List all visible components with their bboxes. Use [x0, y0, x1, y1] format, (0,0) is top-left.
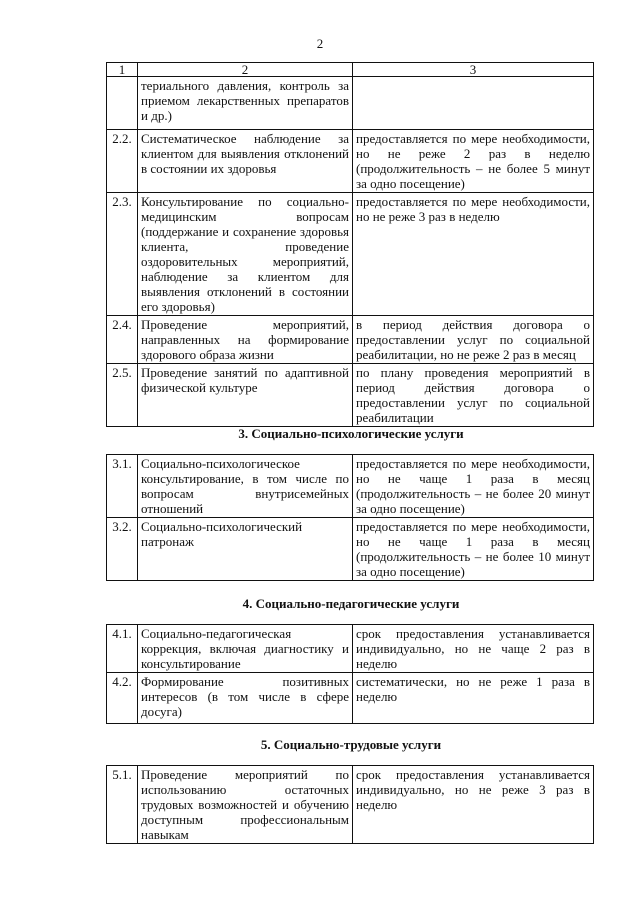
- service-name: Социально-психологическое консультирование, в том числе по вопросам внутрисемейных отношений: [138, 455, 353, 518]
- table-row: [107, 766, 594, 844]
- page-number: 2: [316, 36, 324, 51]
- service-terms: срок предоставления устанавливается индивидуально, но не чаще 2 раз в неделю: [353, 625, 594, 673]
- services-table-section-5: [106, 765, 594, 844]
- table-row: [107, 673, 594, 724]
- service-terms: срок предоставления устанавливается индивидуально, но не реже 3 раз в неделю: [353, 766, 594, 844]
- row-number: 4.2.: [107, 673, 138, 724]
- header-col-2: 2: [138, 63, 353, 77]
- service-terms: по плану проведения мероприятий в период действия договора о предоставлении услуг по социальной реабилитации: [353, 364, 594, 427]
- row-number: 3.1.: [107, 455, 138, 518]
- service-terms: предоставляется по мере необходимости, но не чаще 1 раза в месяц (продолжительность – не более 20 минут за одно посещение): [353, 455, 594, 518]
- row-number: 2.2.: [107, 130, 138, 193]
- table-row: [107, 625, 594, 673]
- service-name: Проведение мероприятий по использованию остаточных трудовых возможностей и обучению доступным профессиональным навыкам: [138, 766, 353, 844]
- table-header-row: [107, 63, 594, 77]
- service-name: Проведение мероприятий, направленных на формирование здорового образа жизни: [138, 316, 353, 364]
- service-terms: [353, 77, 594, 130]
- row-number: [107, 77, 138, 130]
- section-3-title: 3. Социально-психологические услуги: [238, 426, 464, 441]
- service-name: Социально-педагогическая коррекция, включая диагностику и консультирование: [138, 625, 353, 673]
- service-terms: предоставляется по мере необходимости, но не реже 3 раз в неделю: [353, 193, 594, 316]
- header-col-3: 3: [353, 63, 594, 77]
- section-4-title: 4. Социально-педагогические услуги: [242, 596, 460, 611]
- section-5-title: 5. Социально-трудовые услуги: [260, 737, 442, 752]
- services-table-section-2: [106, 62, 594, 427]
- table-row: [107, 193, 594, 316]
- service-terms: предоставляется по мере необходимости, но не чаще 1 раза в месяц (продолжительность – не более 10 минут за одно посещение): [353, 518, 594, 581]
- table-row: [107, 364, 594, 427]
- service-terms: в период действия договора о предоставлении услуг по социальной реабилитации, но не реже 2 раз в месяц: [353, 316, 594, 364]
- service-name: Консультирование по социально-медицинским вопросам (поддержание и сохранение здоровья клиента, проведение оздоровительных мероприятий, наблюдение за клиентом для выявления отклонений в состоянии его здоровья): [138, 193, 353, 316]
- row-number: 2.5.: [107, 364, 138, 427]
- service-name: Проведение занятий по адаптивной физической культуре: [138, 364, 353, 427]
- service-name: Социально-психологический патронаж: [138, 518, 353, 581]
- table-row: [107, 316, 594, 364]
- row-number: 2.3.: [107, 193, 138, 316]
- table-row: [107, 130, 594, 193]
- service-terms: систематически, но не реже 1 раза в неделю: [353, 673, 594, 724]
- service-name: териального давления, контроль за приемом лекарственных препаратов и др.): [138, 77, 353, 130]
- table-row: [107, 455, 594, 518]
- services-table-section-4: [106, 624, 594, 724]
- table-row: [107, 518, 594, 581]
- header-col-1: 1: [107, 63, 138, 77]
- service-name: Систематическое наблюдение за клиентом для выявления отклонений в состоянии их здоровья: [138, 130, 353, 193]
- service-name: Формирование позитивных интересов (в том числе в сфере досуга): [138, 673, 353, 724]
- row-number: 5.1.: [107, 766, 138, 844]
- row-number: 4.1.: [107, 625, 138, 673]
- services-table-section-3: [106, 454, 594, 581]
- service-terms: предоставляется по мере необходимости, но не реже 2 раз в неделю (продолжительность – не более 5 минут за одно посещение): [353, 130, 594, 193]
- row-number: 3.2.: [107, 518, 138, 581]
- table-row: [107, 77, 594, 130]
- row-number: 2.4.: [107, 316, 138, 364]
